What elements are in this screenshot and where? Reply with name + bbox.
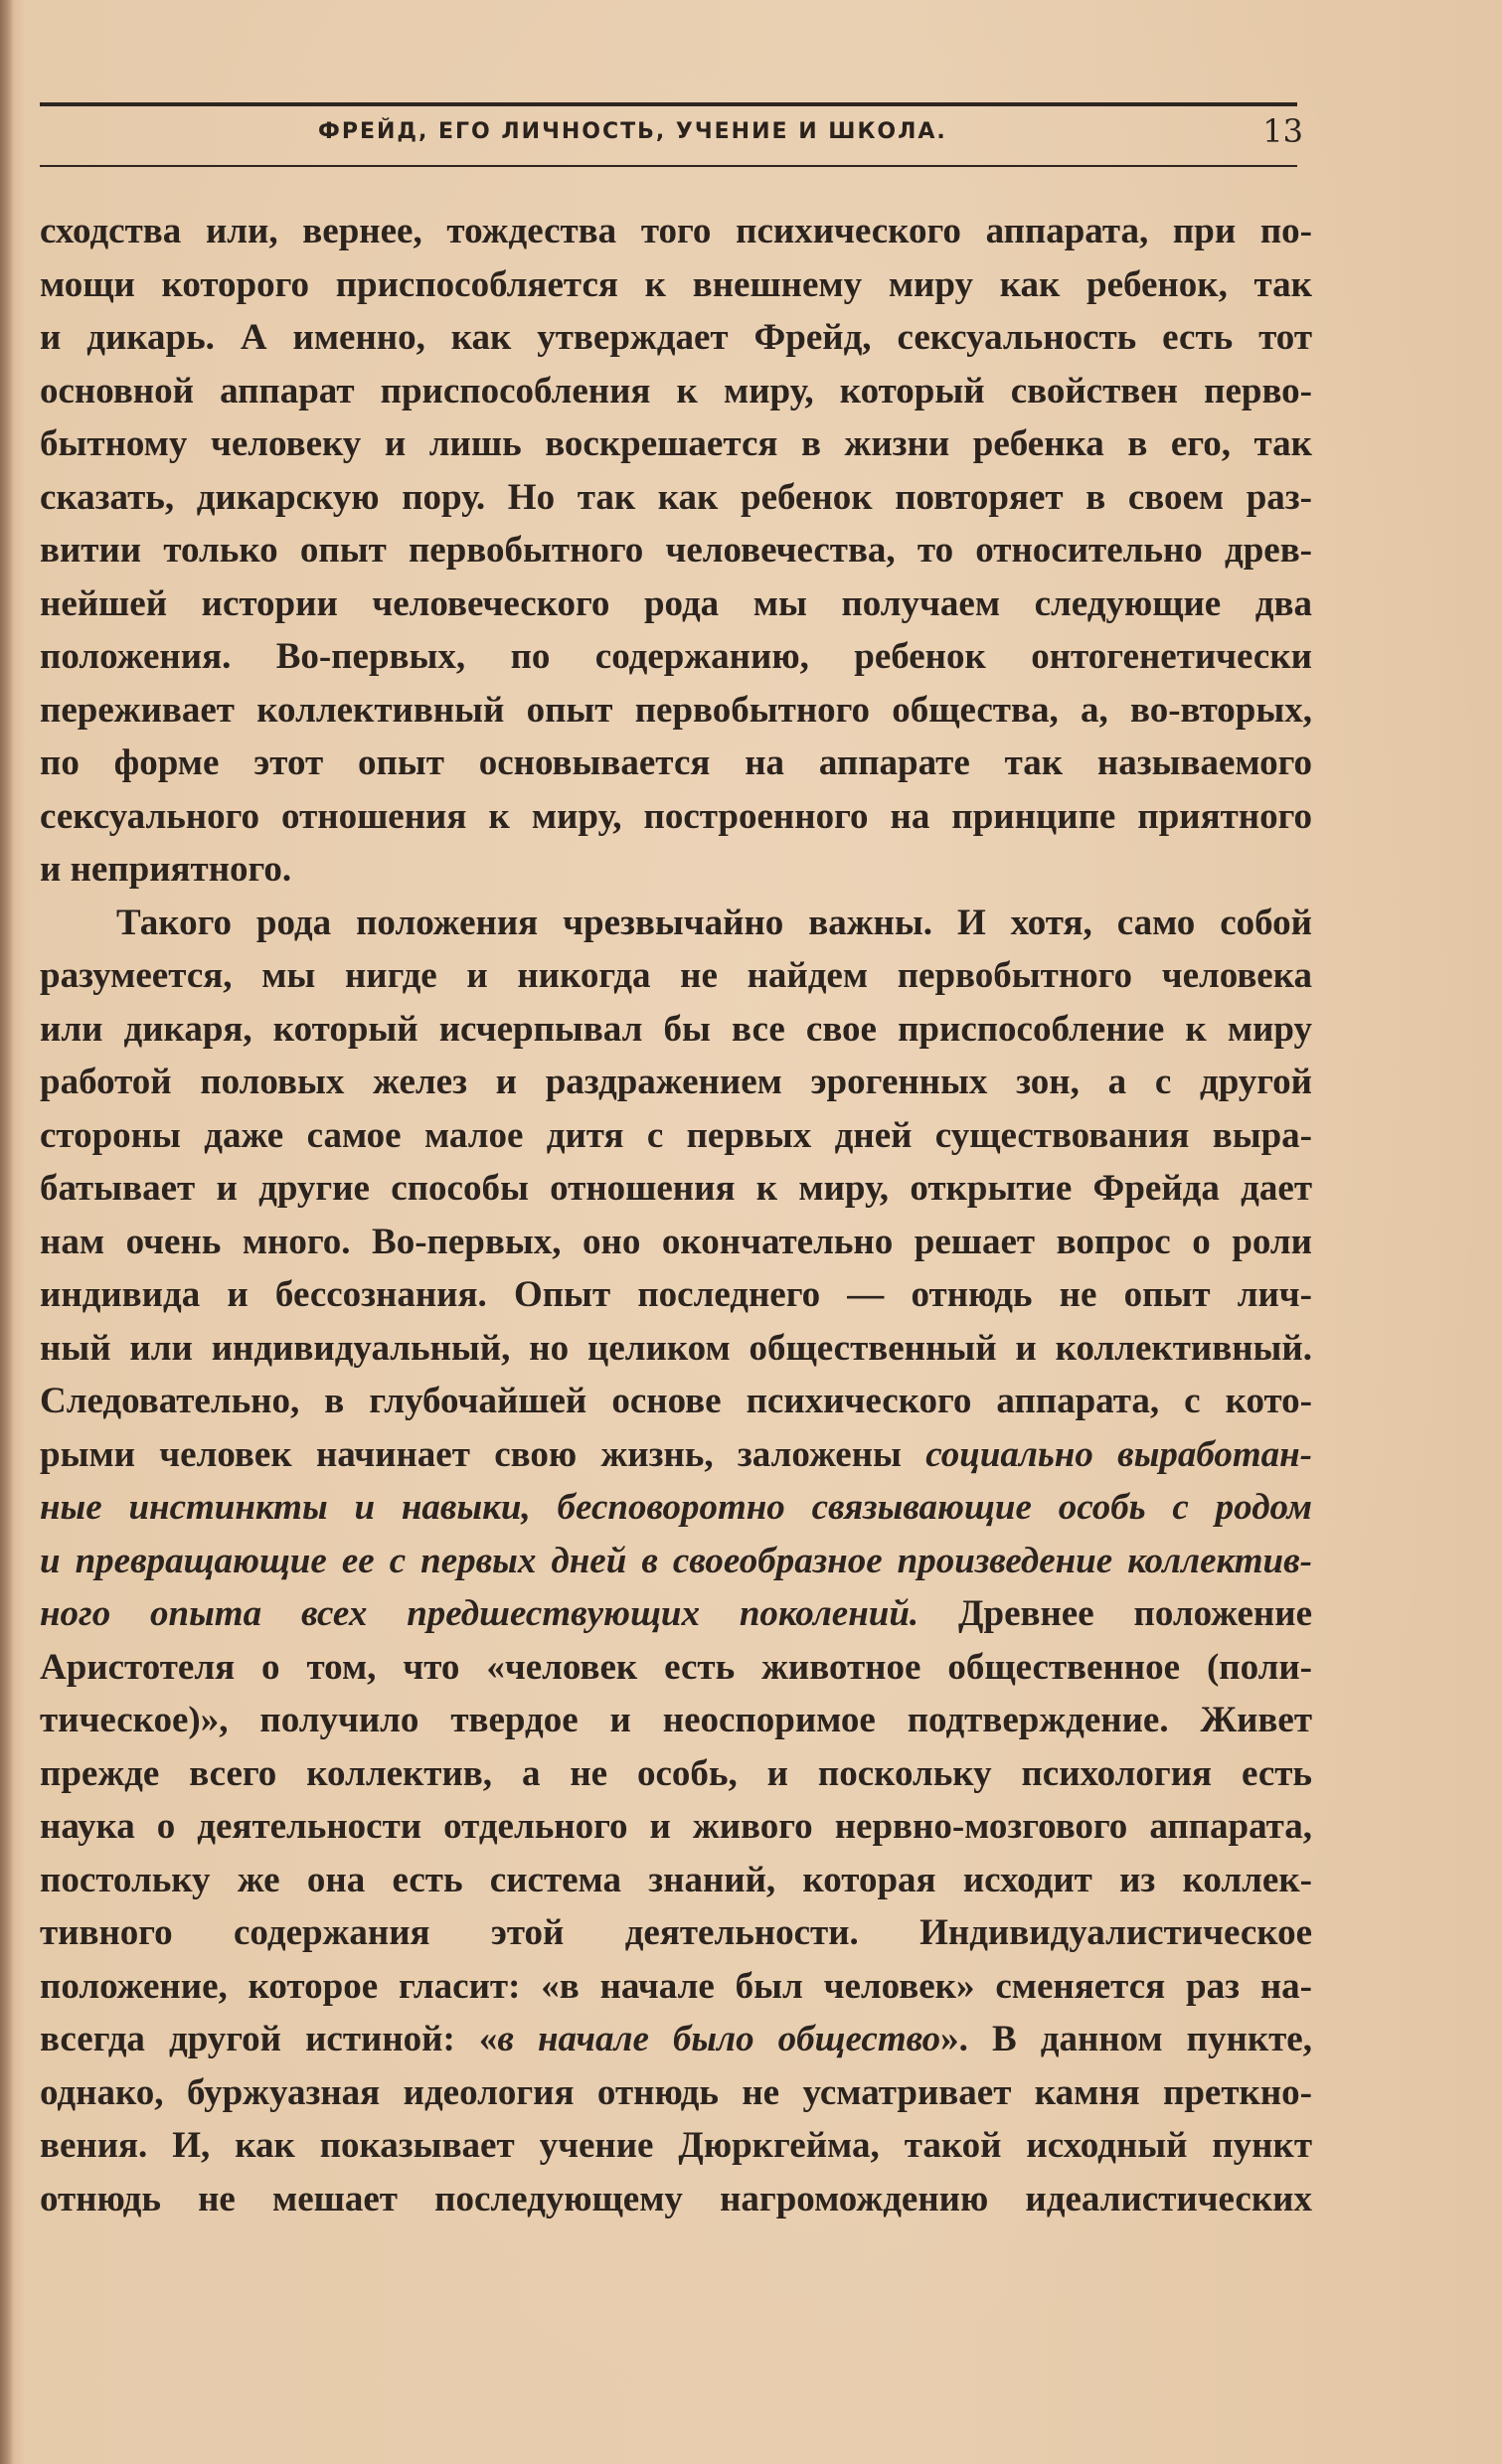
italic-text-segment: ные инстинкты и навыки, бесповоротно связывающие особь с родом (40, 1487, 1312, 1528)
text-segment: ный или индивидуальный, но целиком общественный и коллективный. (40, 1327, 1312, 1369)
text-segment: нам очень много. Во-первых, оно окончательно решает вопрос о роли (40, 1221, 1312, 1262)
text-line (40, 1428, 1312, 1482)
text-line (40, 311, 1312, 365)
text-segment: переживает коллективный опыт первобытного общества, а, во-вторых, (40, 689, 1312, 731)
text-line (40, 365, 1312, 418)
text-segment: и дикарь. А именно, как утверждает Фрейд, сексуальность есть тот (40, 317, 1312, 358)
text-line (40, 897, 1312, 950)
text-line (40, 2066, 1312, 2120)
text-line (40, 1003, 1312, 1057)
text-segment: работой половых желез и раздражением эрогенных зон, а с другой (40, 1062, 1312, 1102)
text-segment: по форме этот опыт основывается на аппарате так называемого (40, 742, 1312, 783)
text-line (40, 1322, 1312, 1376)
text-line (40, 949, 1312, 1003)
text-line (40, 1747, 1312, 1801)
text-line (40, 1800, 1312, 1854)
text-line (40, 843, 1312, 897)
page-spine-shadow (0, 0, 14, 2464)
text-segment: сходства или, вернее, тождества того психического аппарата, при по- (40, 211, 1312, 251)
page-number: 13 (1262, 112, 1303, 150)
text-segment: отнюдь не мешает последующему нагромождению идеалистических (40, 2178, 1312, 2219)
text-segment: стороны даже самое малое дитя с первых дней существования выра- (40, 1114, 1312, 1156)
italic-text-segment: ного опыта всех предшествующих поколений. (40, 1593, 919, 1634)
text-line (40, 1375, 1312, 1428)
text-line (40, 417, 1312, 471)
text-segment: Такого рода положения чрезвычайно важны. И хотя, само собой (116, 902, 1312, 943)
text-segment: прежде всего коллектив, а не особь, и поскольку психология есть (40, 1752, 1312, 1794)
text-segment: наука о деятельности отдельного и живого нервно-мозгового аппарата, (40, 1806, 1312, 1847)
text-segment: однако, буржуазная идеология отнюдь не усматривает камня преткно- (40, 2071, 1312, 2113)
text-segment: вения. И, как показывает учение Дюркгейма, такой исходный пункт (40, 2125, 1312, 2166)
text-segment: постольку же она есть система знаний, которая исходит из коллек- (40, 1859, 1312, 1900)
text-segment: и неприятного. (40, 849, 292, 890)
text-segment: нейшей истории человеческого рода мы получаем следующие два (40, 582, 1312, 624)
text-line (40, 1162, 1312, 1216)
text-line (40, 258, 1312, 312)
text-segment: рыми человек начинает свою жизнь, заложены (40, 1433, 926, 1475)
text-segment: сексуального отношения к миру, построенного на принципе приятного (40, 795, 1312, 837)
text-line (40, 1854, 1312, 1907)
text-line (40, 577, 1312, 631)
text-line (40, 630, 1312, 684)
text-segment: или дикаря, который исчерпывал бы все свое приспособление к миру (40, 1008, 1312, 1050)
text-segment: сказать, дикарскую пору. Но так как ребенок повторяет в своем раз- (40, 476, 1312, 518)
text-line (40, 737, 1312, 790)
text-segment: тическое)», получило твердое и неоспоримое подтверждение. Живет (40, 1700, 1312, 1740)
text-line (40, 2173, 1312, 2226)
text-segment: Аристотеля о том, что «человек есть животное общественное (поли- (40, 1646, 1312, 1688)
text-line (40, 1268, 1312, 1322)
text-line (40, 1481, 1312, 1535)
running-title: ФРЕЙД, ЕГО ЛИЧНОСТЬ, УЧЕНИЕ И ШКОЛА. (318, 119, 947, 144)
italic-text-segment: и превращающие ее с первых дней в своеобразное произведение коллектив- (40, 1540, 1312, 1581)
text-line (40, 1216, 1312, 1269)
text-segment: мощи которого приспособляется к внешнему миру как ребенок, так (40, 263, 1312, 305)
text-segment: Древнее положение (918, 1593, 1312, 1634)
text-line (40, 790, 1312, 844)
body-text (40, 205, 1312, 2225)
text-segment: батывает и другие способы отношения к миру, открытие Фрейда дает (40, 1168, 1312, 1209)
text-line (40, 2013, 1312, 2066)
text-line (40, 524, 1312, 577)
text-line (40, 471, 1312, 525)
text-segment: бытному человеку и лишь воскрешается в жизни ребенка в его, так (40, 423, 1312, 464)
text-segment: ». В данном пункте, (940, 2019, 1312, 2059)
text-segment: индивида и бессознания. Опыт последнего — отнюдь не опыт лич- (40, 1274, 1312, 1315)
text-line (40, 1535, 1312, 1588)
text-line (40, 1906, 1312, 1960)
header-rule-bottom (40, 165, 1297, 167)
text-line (40, 205, 1312, 258)
header-rule-top (40, 102, 1297, 106)
text-line (40, 1694, 1312, 1747)
italic-text-segment: социально выработан- (925, 1433, 1312, 1475)
text-line (40, 684, 1312, 738)
text-segment: Следовательно, в глубочайшей основе психического аппарата, с кото- (40, 1381, 1312, 1421)
text-line (40, 1109, 1312, 1163)
text-segment: витии только опыт первобытного человечества, то относительно древ- (40, 530, 1312, 571)
italic-text-segment: в начале было общество (497, 2019, 941, 2059)
text-segment: положение, которое гласит: «в начале был человек» сменяется раз на- (40, 1965, 1312, 2007)
text-segment: основной аппарат приспособления к миру, который свойствен перво- (40, 370, 1312, 411)
text-line (40, 1056, 1312, 1109)
text-line (40, 1587, 1312, 1641)
text-line (40, 2119, 1312, 2173)
text-segment: тивного содержания этой деятельности. Индивидуалистическое (40, 1912, 1312, 1953)
text-line (40, 1641, 1312, 1695)
text-segment: положения. Во-первых, по содержанию, ребенок онтогенетически (40, 636, 1312, 677)
text-segment: всегда другой истиной: « (40, 2019, 498, 2059)
text-line (40, 1960, 1312, 2014)
text-segment: разумеется, мы нигде и никогда не найдем первобытного человека (40, 955, 1312, 996)
